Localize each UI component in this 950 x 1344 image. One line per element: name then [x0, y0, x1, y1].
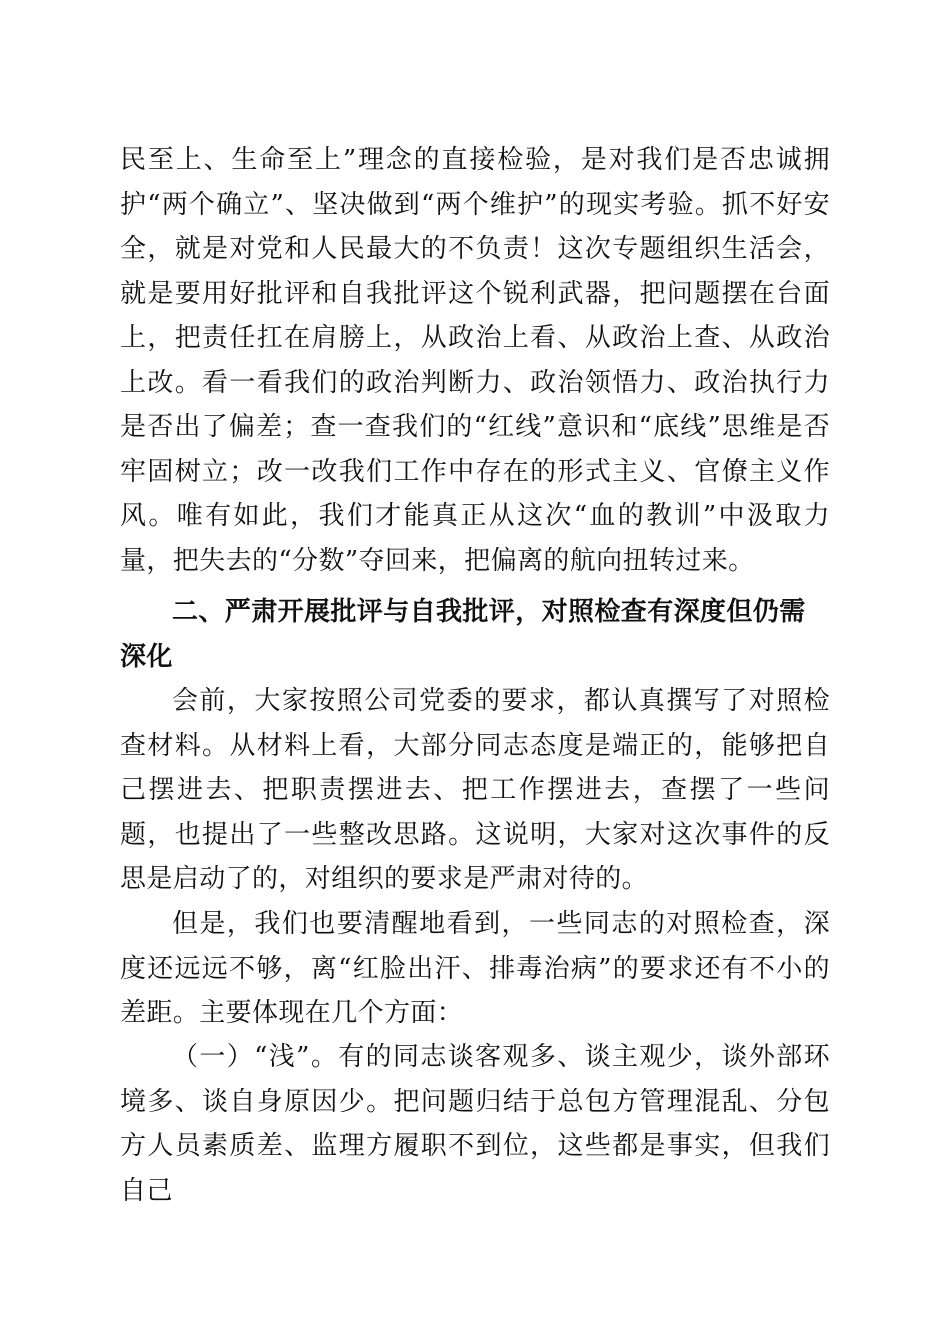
- paragraph-shallow: [120, 1035, 830, 1213]
- paragraph-text: （一）“浅”。有的同志谈客观多、谈主观少，谈外部环境多、谈自身原因少。把问题归结于总包方管理混乱、分包方人员素质差、监理方履职不到位，这些都是事实，但我们自己: [120, 1042, 830, 1206]
- paragraph-however: [120, 902, 830, 1036]
- paragraph-meeting: [120, 679, 830, 902]
- section-heading: 二、严肃开展批评与自我批评，对照检查有深度但仍需深化: [120, 597, 806, 672]
- paragraph-text: 民至上、生命至上”理念的直接检验，是对我们是否忠诚拥护“两个确立”、坚决做到“两个维护”的现实考验。抓不好安全，就是对党和人民最大的不负责！这次专题组织生活会，就是要用好批评和自我批评这个锐利武器，把问题摆在台面上，把责任扛在肩膀上，从政治上看、从政治上查、从政治上改。看一看我们的政治判断力、政治领悟力、政治执行力是否出了偏差；查一查我们的“红线”意识和“底线”思维是否牢固树立；改一改我们工作中存在的形式主义、官僚主义作风。唯有如此，我们才能真正从这次“血的教训”中汲取力量，把失去的“分数”夺回来，把偏离的航向扭转过来。: [120, 145, 830, 576]
- paragraph-text: 但是，我们也要清醒地看到，一些同志的对照检查，深度还远远不够，离“红脸出汗、排毒治病”的要求还有不小的差距。主要体现在几个方面：: [120, 909, 830, 1028]
- paragraph-text: 会前，大家按照公司党委的要求，都认真撰写了对照检查材料。从材料上看，大部分同志态度是端正的，能够把自己摆进去、把职责摆进去、把工作摆进去，查摆了一些问题，也提出了一些整改思路。这说明，大家对这次事件的反思是启动了的，对组织的要求是严肃对待的。: [120, 686, 830, 894]
- paragraph-continued: [120, 138, 830, 583]
